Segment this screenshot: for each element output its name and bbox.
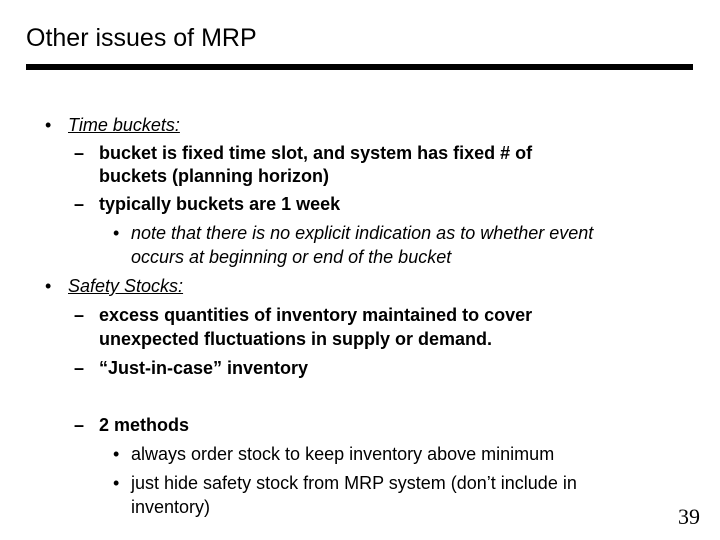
sub-sub-bullet-line: inventory) [131,497,211,517]
page-number: 39 [678,504,700,529]
bullet-heading-time-buckets: Time buckets: [68,115,180,135]
sub-sub-bullet-line: occurs at beginning or end of the bucket [131,247,452,267]
sub-sub-bullet-line: always order stock to keep inventory above minimum [131,444,555,464]
sub-bullet-line: unexpected fluctuations in supply or demand. [99,329,493,349]
dash-marker: – [74,305,85,325]
dash-marker: – [74,415,85,435]
sub-sub-bullet-line: note that there is no explicit indication as to whether event [131,223,594,243]
title-divider [26,64,693,70]
bullet-heading-safety-stocks: Safety Stocks: [68,276,184,296]
sub-bullet-line: “Just-in-case” inventory [99,358,309,378]
dash-marker: – [74,143,85,163]
sub-sub-bullet-line: just hide safety stock from MRP system (don’t include in [131,473,577,493]
bullet-marker: • [45,115,52,135]
bullet-marker: • [113,223,120,243]
dash-marker: – [74,358,85,378]
bullet-marker: • [113,444,120,464]
sub-bullet-line: buckets (planning horizon) [99,166,329,186]
bullet-marker: • [113,473,120,493]
sub-bullet-line: typically buckets are 1 week [99,194,341,214]
sub-bullet-line: bucket is fixed time slot, and system has fixed # of [99,143,533,163]
sub-bullet-line: excess quantities of inventory maintained to cover [99,305,533,325]
sub-bullet-line: 2 methods [99,415,190,435]
slide-title: Other issues of MRP [26,24,257,52]
dash-marker: – [74,194,85,214]
bullet-marker: • [45,276,52,296]
